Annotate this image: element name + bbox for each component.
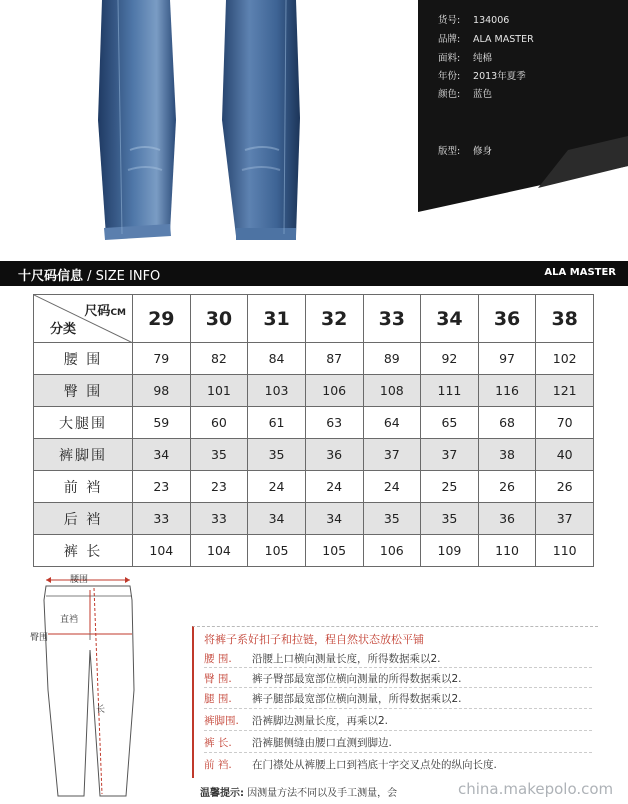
table-cell: 35 — [190, 439, 248, 471]
table-cell: 23 — [133, 471, 191, 503]
table-cell: 104 — [190, 535, 248, 567]
size-table — [33, 294, 594, 567]
table-row — [34, 439, 594, 471]
table-cell: 35 — [363, 503, 421, 535]
size-header-cell: 30 — [190, 295, 248, 343]
note-text: 沿裤脚边测量长度，再乘以2. — [252, 715, 389, 727]
corner-category-label: 分类 — [50, 322, 77, 337]
table-cell: 82 — [190, 343, 248, 375]
size-header-row — [34, 295, 594, 343]
note-divider — [204, 667, 592, 668]
spec-value: 蓝色 — [473, 89, 493, 100]
note-text: 沿裤腿侧缝由腰口直测到脚边. — [252, 737, 392, 749]
note-term: 前 裆. — [204, 759, 232, 771]
table-cell: 109 — [421, 535, 479, 567]
product-header — [0, 0, 628, 255]
table-cell: 98 — [133, 375, 191, 407]
note-term: 裤脚围. — [204, 715, 239, 727]
size-header-cell: 29 — [133, 295, 191, 343]
diagram-hip-label: 臀围 — [30, 633, 49, 643]
note-text: 沿腰上口横向测量长度，所得数据乘以2. — [252, 653, 441, 665]
note-divider — [204, 752, 592, 753]
table-cell: 116 — [478, 375, 536, 407]
table-cell: 108 — [363, 375, 421, 407]
measure-notes — [192, 626, 598, 778]
size-header-cell: 33 — [363, 295, 421, 343]
table-cell: 34 — [133, 439, 191, 471]
spec-value: 134006 — [473, 15, 510, 26]
table-cell: 65 — [421, 407, 479, 439]
table-cell: 36 — [478, 503, 536, 535]
table-cell: 89 — [363, 343, 421, 375]
measure-label-cell: 裤 长 — [34, 535, 133, 567]
table-cell: 38 — [478, 439, 536, 471]
note-divider — [204, 708, 592, 709]
spec-year — [438, 68, 526, 82]
table-cell: 110 — [478, 535, 536, 567]
spec-value: 纯棉 — [473, 53, 493, 64]
table-cell: 24 — [248, 471, 306, 503]
table-row — [34, 535, 594, 567]
size-header-cell: 32 — [305, 295, 363, 343]
note-divider — [204, 687, 592, 688]
table-cell: 35 — [421, 503, 479, 535]
table-row — [34, 407, 594, 439]
table-cell: 106 — [305, 375, 363, 407]
table-cell: 25 — [421, 471, 479, 503]
table-cell: 26 — [536, 471, 594, 503]
table-cell: 110 — [536, 535, 594, 567]
table-row — [34, 343, 594, 375]
size-bar-brand: ALA MASTER — [544, 267, 616, 278]
spec-label: 品牌: — [438, 34, 461, 45]
table-cell: 36 — [305, 439, 363, 471]
table-cell: 121 — [536, 375, 594, 407]
table-cell: 84 — [248, 343, 306, 375]
size-table-body — [34, 343, 594, 567]
table-cell: 61 — [248, 407, 306, 439]
spec-value: 2013年夏季 — [473, 71, 526, 82]
note-text: 裤子臀部最宽部位横向测量的所得数据乘以2. — [252, 673, 462, 685]
pants-outline-diagram — [30, 570, 150, 800]
table-cell: 37 — [363, 439, 421, 471]
note-term: 臀 围. — [204, 673, 232, 685]
table-cell: 33 — [133, 503, 191, 535]
measure-label-cell: 前 裆 — [34, 471, 133, 503]
table-cell: 59 — [133, 407, 191, 439]
plus-icon: 十 — [18, 269, 32, 284]
note-term: 腿 围. — [204, 693, 232, 705]
table-cell: 87 — [305, 343, 363, 375]
table-cell: 34 — [305, 503, 363, 535]
table-cell: 92 — [421, 343, 479, 375]
note-front-rise — [204, 757, 497, 772]
note-text: 在门襟处从裤腰上口到裆底十字交叉点处的纵向长度. — [252, 759, 497, 771]
measure-diagram — [30, 570, 150, 800]
measure-label-cell: 臀 围 — [34, 375, 133, 407]
table-cell: 40 — [536, 439, 594, 471]
table-cell: 104 — [133, 535, 191, 567]
table-row — [34, 471, 594, 503]
table-cell: 63 — [305, 407, 363, 439]
table-cell: 105 — [305, 535, 363, 567]
table-cell: 111 — [421, 375, 479, 407]
table-cell: 34 — [248, 503, 306, 535]
footer-tip — [200, 784, 397, 799]
spec-brand — [438, 31, 534, 45]
measure-label-cell: 裤脚围 — [34, 439, 133, 471]
table-cell: 97 — [478, 343, 536, 375]
size-title-cn: 尺码信息 — [31, 269, 84, 284]
size-title-en: / SIZE INFO — [87, 269, 161, 284]
spec-fit — [438, 143, 492, 157]
note-length — [204, 735, 392, 750]
note-waist — [204, 651, 441, 666]
table-cell: 23 — [190, 471, 248, 503]
note-text: 裤子腿部最宽部位横向测量，所得数据乘以2. — [252, 693, 462, 705]
measure-label-cell: 后 裆 — [34, 503, 133, 535]
note-thigh — [204, 691, 462, 706]
size-header-cell: 38 — [536, 295, 594, 343]
table-cell: 64 — [363, 407, 421, 439]
jeans-photo — [0, 0, 420, 255]
table-cell: 102 — [536, 343, 594, 375]
tip-text: 因测量方法不同以及手工测量，会 — [247, 788, 398, 799]
size-table-corner — [34, 295, 133, 343]
spec-label: 颜色: — [438, 89, 461, 100]
corner-unit: CM — [110, 308, 126, 318]
note-hip — [204, 671, 462, 686]
size-header-cell: 31 — [248, 295, 306, 343]
tip-label: 温馨提示: — [200, 788, 244, 799]
table-cell: 26 — [478, 471, 536, 503]
table-cell: 106 — [363, 535, 421, 567]
table-cell: 105 — [248, 535, 306, 567]
spec-label: 面料: — [438, 53, 461, 64]
table-cell: 60 — [190, 407, 248, 439]
spec-label: 版型: — [438, 146, 461, 157]
table-cell: 35 — [248, 439, 306, 471]
spec-label: 年份: — [438, 71, 461, 82]
spec-value: ALA MASTER — [473, 34, 534, 45]
note-term: 裤 长. — [204, 737, 232, 749]
diagram-rise-label: 直裆 — [60, 615, 79, 625]
table-cell: 33 — [190, 503, 248, 535]
table-cell: 37 — [421, 439, 479, 471]
note-divider — [204, 730, 592, 731]
table-cell: 101 — [190, 375, 248, 407]
size-header-cell: 36 — [478, 295, 536, 343]
note-term: 腰 围. — [204, 653, 232, 665]
measure-label-cell: 大腿围 — [34, 407, 133, 439]
corner-size-label — [84, 300, 126, 319]
corner-size-text: 尺码 — [84, 304, 111, 319]
measure-label-cell: 腰 围 — [34, 343, 133, 375]
notes-title: 将裤子系好扣子和拉链，程自然状态放松平铺 — [204, 633, 424, 646]
table-row — [34, 503, 594, 535]
table-cell: 37 — [536, 503, 594, 535]
spec-color — [438, 86, 492, 100]
table-cell: 70 — [536, 407, 594, 439]
table-row — [34, 375, 594, 407]
table-cell: 24 — [363, 471, 421, 503]
watermark: china.makepolo.com — [458, 780, 614, 798]
size-info-title — [18, 265, 160, 284]
size-header-cell: 34 — [421, 295, 479, 343]
diagram-length-label: 长 — [96, 705, 106, 715]
diagram-waist-label: 腰围 — [70, 575, 89, 585]
table-cell: 79 — [133, 343, 191, 375]
note-leg-opening — [204, 713, 388, 728]
spec-fabric — [438, 50, 492, 64]
table-cell: 68 — [478, 407, 536, 439]
table-cell: 24 — [305, 471, 363, 503]
spec-value: 修身 — [473, 146, 493, 157]
spec-label: 货号: — [438, 15, 461, 26]
table-cell: 103 — [248, 375, 306, 407]
size-info-bar — [0, 261, 628, 286]
spec-item-number — [438, 12, 509, 26]
